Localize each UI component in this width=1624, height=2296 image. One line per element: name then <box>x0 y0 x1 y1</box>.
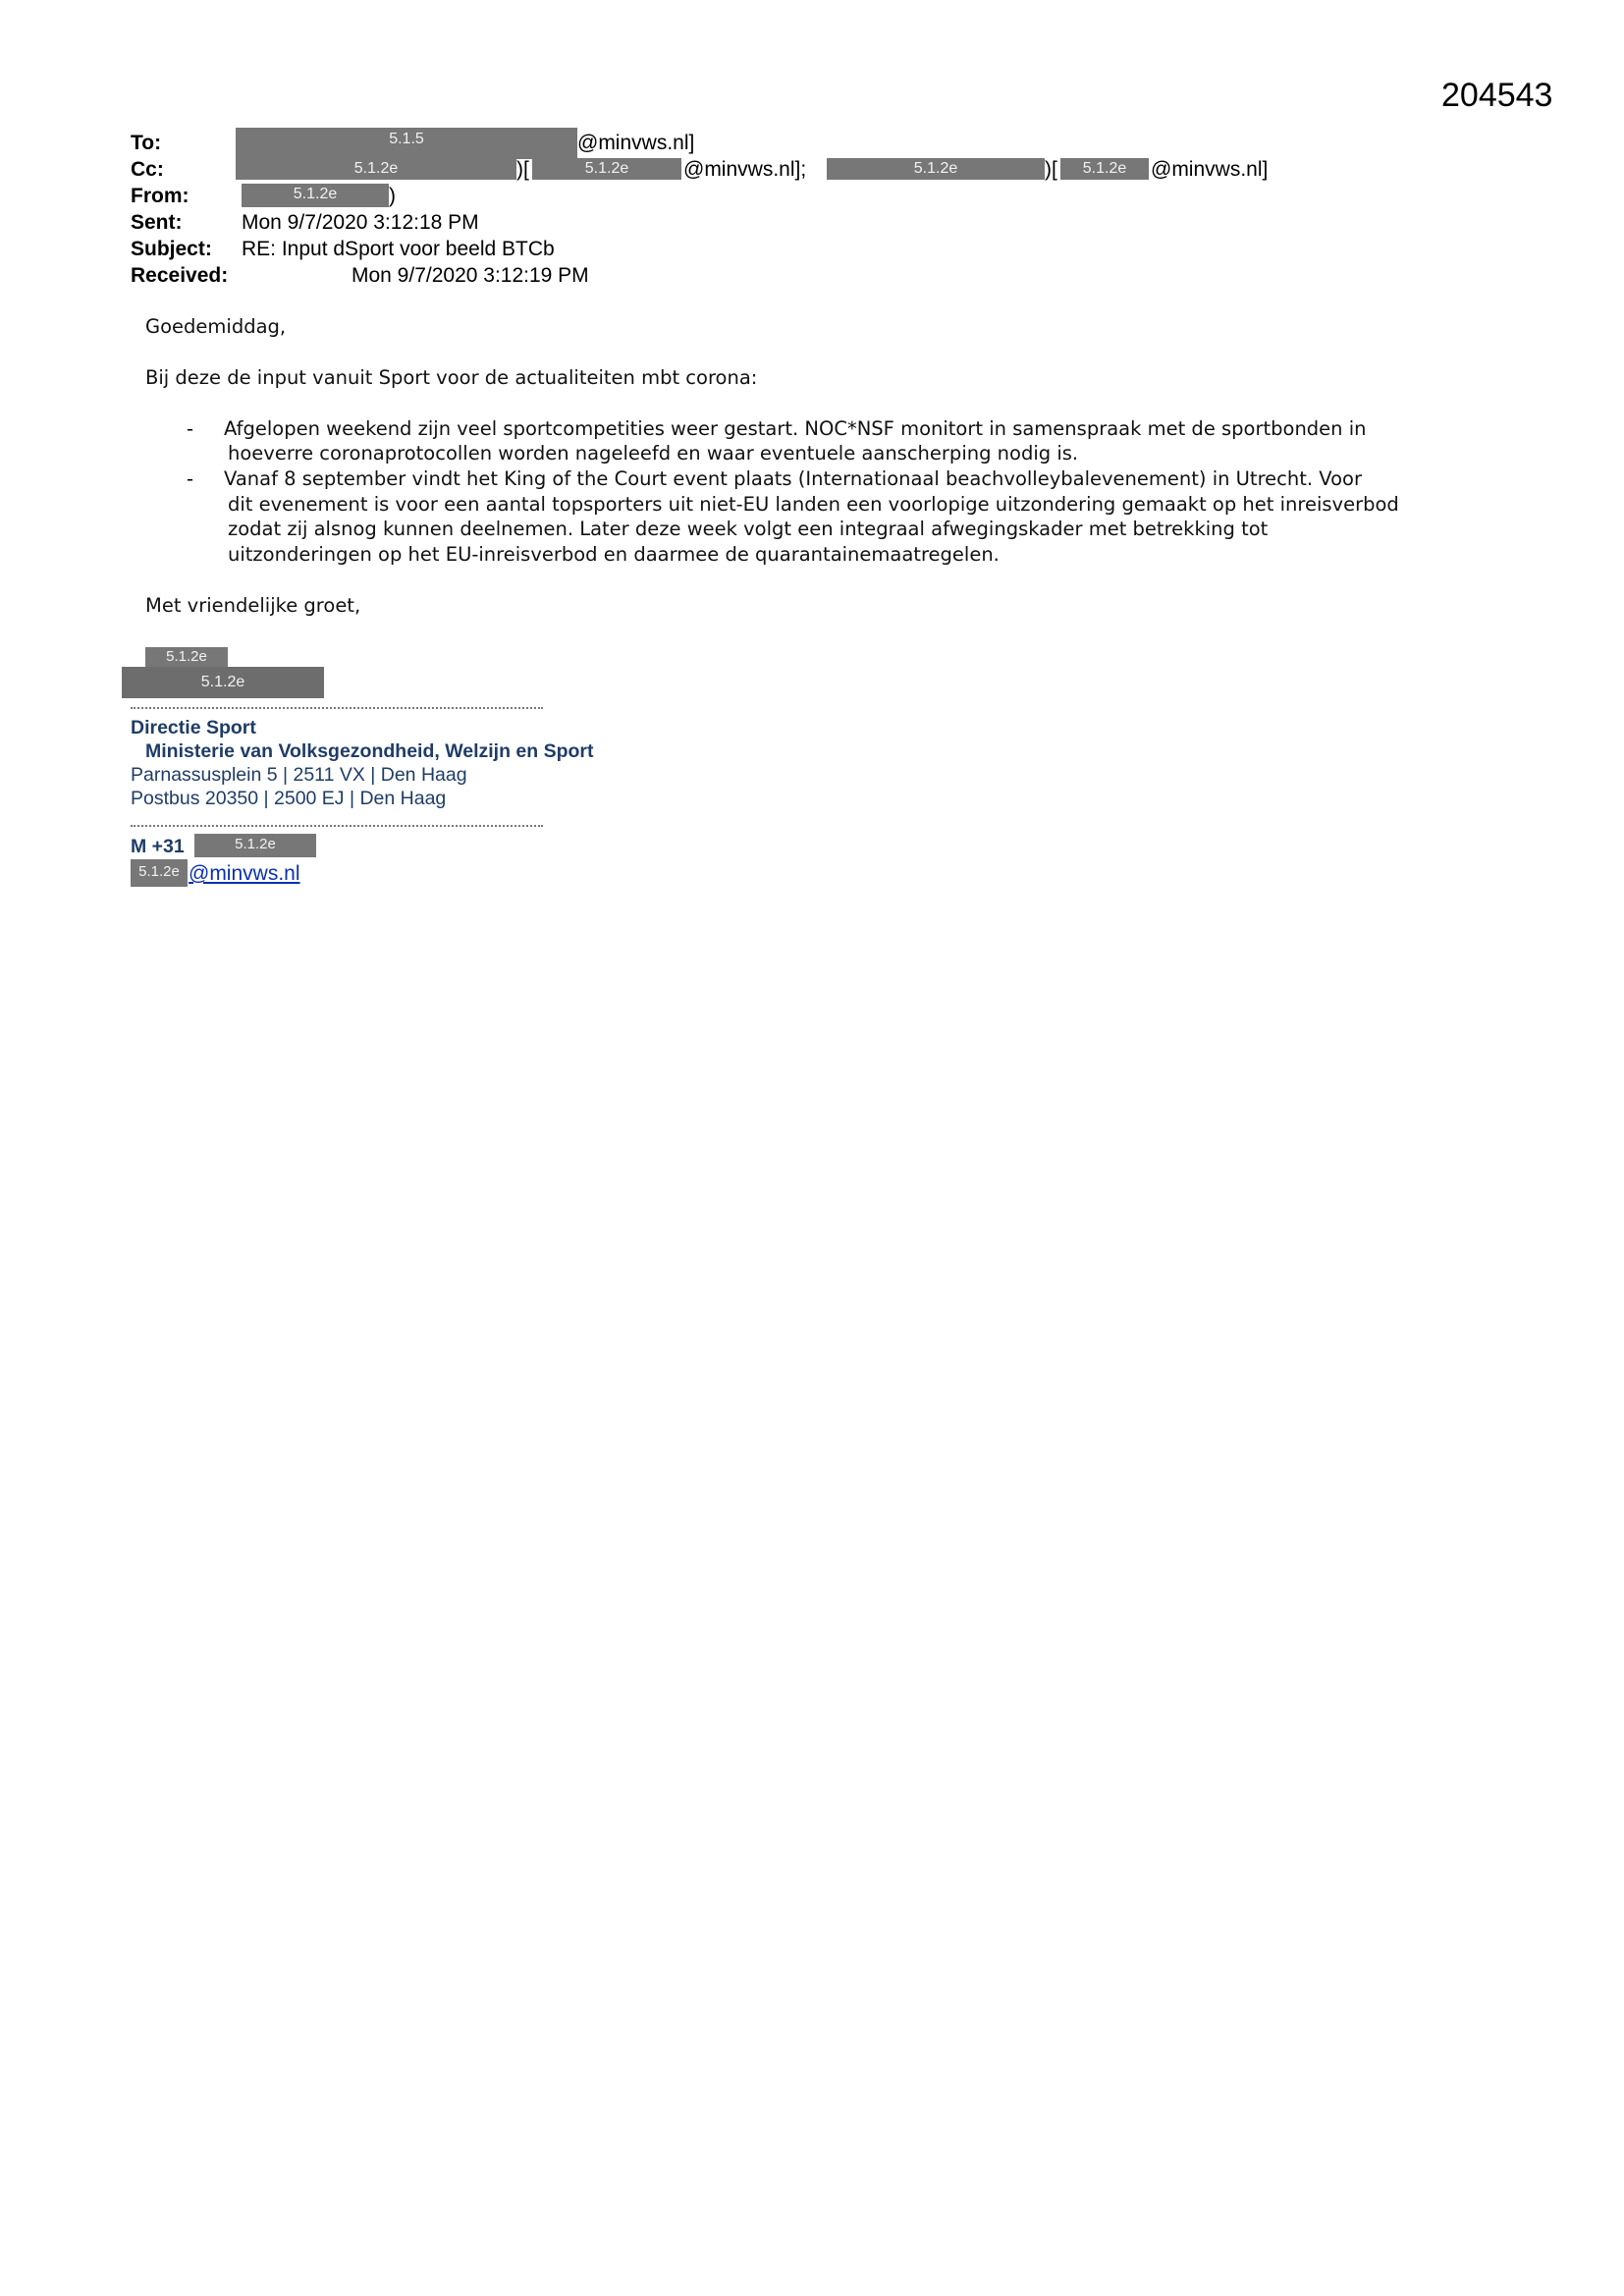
signature-name-redaction-1: 5.1.2e <box>145 647 228 667</box>
document-number: 204543 <box>1441 77 1553 114</box>
bullet-1-line-2: hoeverre coronaprotocollen worden nageleefd en waar eventuele aanscherping nodig is. <box>228 442 1079 465</box>
signature-email-redaction: 5.1.2e <box>131 859 188 887</box>
received-value: Mon 9/7/2020 3:12:19 PM <box>352 264 589 287</box>
cc-suffix: @minvws.nl] <box>1151 158 1269 181</box>
subject-value: RE: Input dSport voor beeld BTCb <box>242 238 555 260</box>
closing: Met vriendelijke groet, <box>145 594 361 617</box>
signature-mobile-label: M +31 <box>131 836 185 857</box>
from-suffix: ) <box>389 185 396 207</box>
cc-redaction-4: 5.1.2e <box>1060 158 1149 180</box>
bullet-marker: - <box>187 467 194 490</box>
signature-email-link[interactable]: @minvws.nl <box>189 862 300 885</box>
bullet-1-line-1: Afgelopen weekend zijn veel sportcompetities weer gestart. NOC*NSF monitort in samenspraak met de sportbonden in <box>224 417 1367 440</box>
to-label: To: <box>131 132 162 154</box>
signature-mobile-redaction: 5.1.2e <box>194 834 316 857</box>
cc-redaction-2: 5.1.2e <box>532 158 681 180</box>
subject-label: Subject: <box>131 238 212 260</box>
signature-ministry: Ministerie van Volksgezondheid, Welzijn en Sport <box>145 740 594 762</box>
sent-label: Sent: <box>131 211 183 234</box>
from-label: From: <box>131 185 189 207</box>
signature-address-2: Postbus 20350 | 2500 EJ | Den Haag <box>131 788 447 809</box>
to-suffix: @minvws.nl] <box>577 132 695 154</box>
cc-redaction-1: 5.1.2e <box>236 158 516 180</box>
bullet-2-line-2: dit evenement is voor een aantal topsporters uit niet-EU landen een voorlopige uitzondering gemaakt op het inreisverbod <box>228 493 1399 516</box>
signature-divider <box>131 825 543 827</box>
sent-value: Mon 9/7/2020 3:12:18 PM <box>242 211 479 234</box>
signature-department: Directie Sport <box>131 717 256 738</box>
signature-name-redaction-2: 5.1.2e <box>122 667 324 698</box>
cc-separator-2: )[ <box>1045 158 1057 181</box>
greeting: Goedemiddag, <box>145 315 287 338</box>
cc-separator-1: )[ <box>516 158 529 181</box>
cc-redaction-3: 5.1.2e <box>827 158 1045 180</box>
cc-label: Cc: <box>131 158 164 181</box>
received-label: Received: <box>131 264 229 287</box>
to-redaction: 5.1.5 <box>236 128 577 159</box>
bullet-marker: - <box>187 417 194 440</box>
cc-middle-text: @minvws.nl]; <box>683 158 807 181</box>
bullet-2-line-3: zodat zij alsnog kunnen deelnemen. Later deze week volgt een integraal afwegingskader met betrekking tot <box>228 518 1269 540</box>
bullet-2-line-4: uitzonderingen op het EU-inreisverbod en daarmee de quarantainemaatregelen. <box>228 543 1000 566</box>
intro-line: Bij deze de input vanuit Sport voor de actualiteiten mbt corona: <box>145 366 758 389</box>
signature-divider <box>131 707 543 709</box>
signature-address-1: Parnassusplein 5 | 2511 VX | Den Haag <box>131 764 467 786</box>
bullet-2-line-1: Vanaf 8 september vindt het King of the Court event plaats (Internationaal beachvolleybalevenement) in Utrecht. Voor <box>224 467 1362 490</box>
from-redaction: 5.1.2e <box>242 184 389 207</box>
